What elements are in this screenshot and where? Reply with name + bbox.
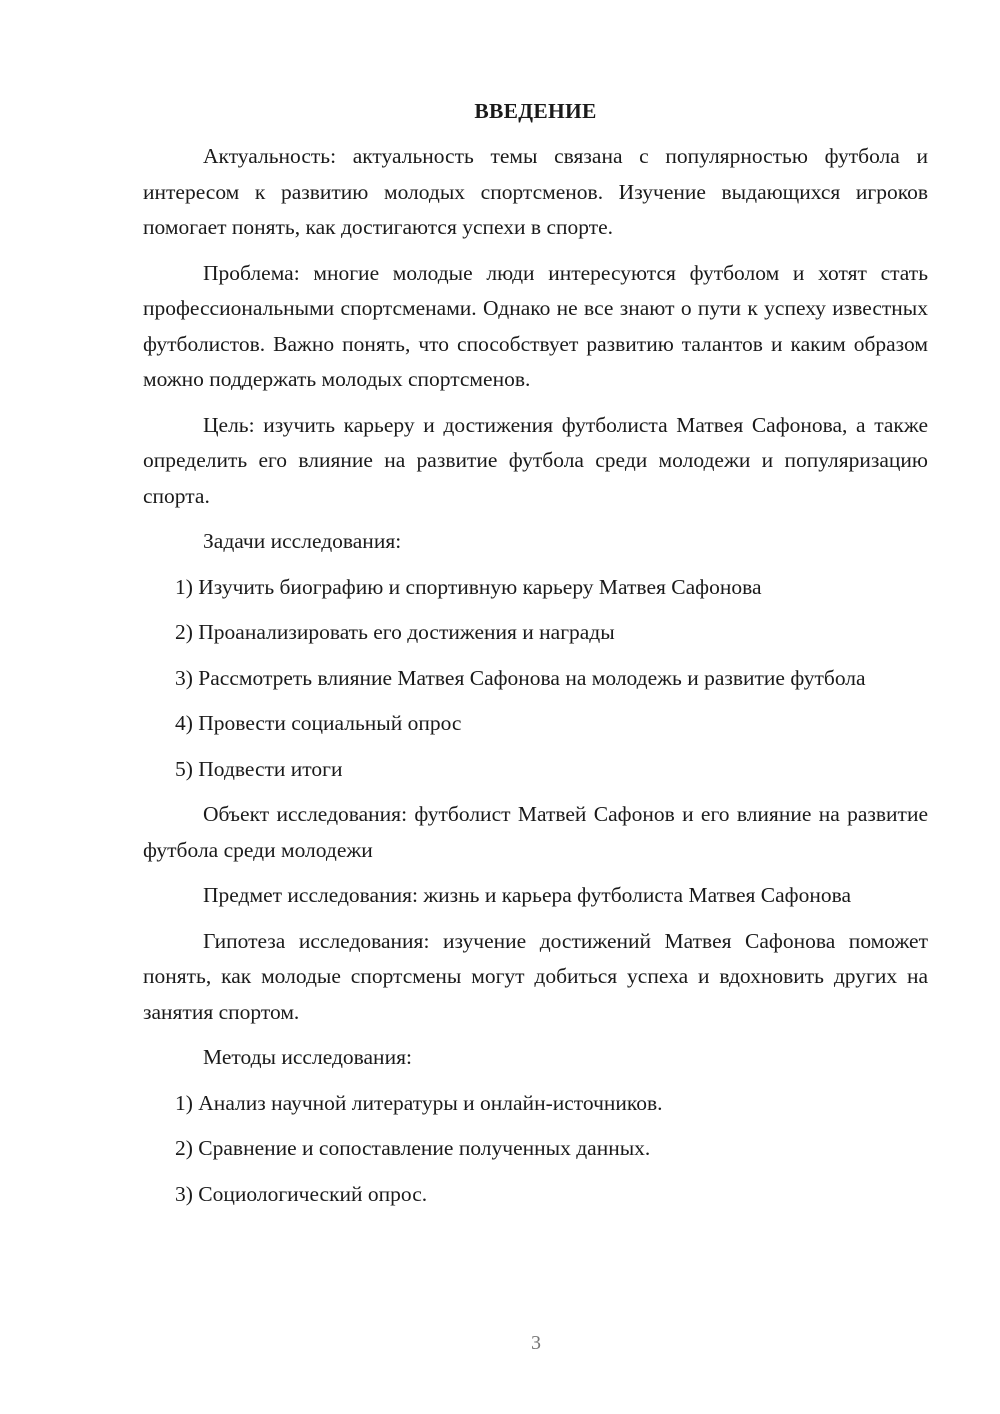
task-item: 5) Подвести итоги — [175, 756, 343, 781]
task-item: 3) Рассмотреть влияние Матвея Сафонова на молодежь и развитие футбола — [175, 665, 866, 690]
method-item: 2) Сравнение и сопоставление полученных данных. — [175, 1136, 651, 1160]
problem-paragraph: Проблема: многие молодые люди интересуются футболом и хотят стать профессиональными спортсменами. Однако не все знают о пути к успеху известных футболистов. Важно понять, что способствует развитию талантов и каким образом можно поддержать молодых спортсменов. — [143, 260, 928, 391]
goal-paragraph: Цель: изучить карьеру и достижения футболиста Матвея Сафонова, а также определить его влияние на развитие футбола среди молодежи и популяризацию спорта. — [143, 412, 928, 508]
subject-paragraph: Предмет исследования: жизнь и карьера футболиста Матвея Сафонова — [203, 883, 852, 907]
tasks-label: Задачи исследования: — [203, 529, 402, 553]
method-item: 1) Анализ научной литературы и онлайн-источников. — [175, 1090, 663, 1115]
task-item: 4) Провести социальный опрос — [175, 711, 462, 735]
relevance-paragraph: Актуальность: актуальность темы связана с популярностью футбола и интересом к развитию молодых спортсменов. Изучение выдающихся игроков помогает понять, как достигаются успехи в спорте. — [143, 144, 928, 239]
hypothesis-paragraph: Гипотеза исследования: изучение достижений Матвея Сафонова поможет понять, как молодые спортсмены могут добиться успеха и вдохновить других на занятия спортом. — [143, 928, 928, 1024]
task-item: 1) Изучить биографию и спортивную карьеру Матвея Сафонова — [175, 574, 762, 599]
section-title: ВВЕДЕНИЕ — [474, 99, 597, 123]
method-item: 3) Социологический опрос. — [175, 1181, 428, 1206]
page-number: 3 — [531, 1332, 541, 1354]
task-item: 2) Проанализировать его достижения и награды — [175, 620, 615, 644]
object-paragraph: Объект исследования: футболист Матвей Сафонов и его влияние на развитие футбола среди молодежи — [143, 802, 928, 862]
document-page — [143, 96, 928, 1222]
methods-label: Методы исследования: — [203, 1045, 412, 1069]
